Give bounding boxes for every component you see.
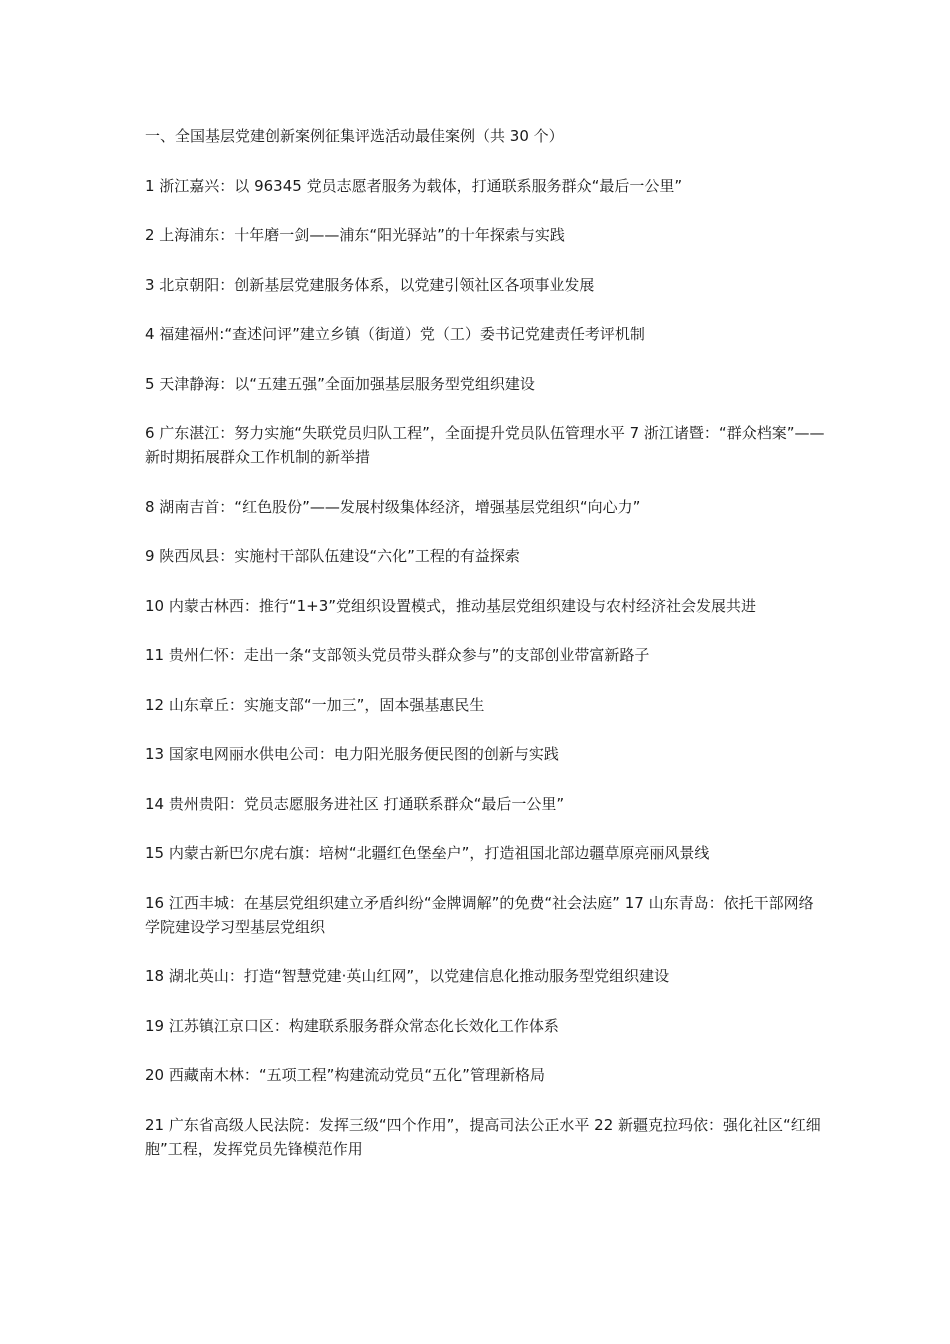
case-item-20: 20 西藏南木林：“五项工程”构建流动党员“五化”管理新格局 [145,1066,545,1084]
case-item-19: 19 江苏镇江京口区：构建联系服务群众常态化长效化工作体系 [145,1016,559,1035]
case-item-21-22: 21 广东省高级人民法院：发挥三级“四个作用”，提高司法公正水平 22 新疆克拉玛依：强化社区“红细胞”工程，发挥党员先锋模范作用 [145,1115,821,1158]
case-item-12: 12 山东章丘：实施支部“一加三”，固本强基惠民生 [145,695,485,714]
case-item-18: 18 湖北英山：打造“智慧党建·英山红网”，以党建信息化推动服务型党组织建设 [145,967,670,985]
section-heading: 一、全国基层党建创新案例征集评选活动最佳案例（共 30 个） [145,127,564,145]
case-item-11: 11 贵州仁怀：走出一条“支部领头党员带头群众参与”的支部创业带富新路子 [145,646,650,664]
case-item-4: 4 福建福州:“查述问评”建立乡镇（街道）党（工）委书记党建责任考评机制 [145,325,645,343]
case-item-1: 1 浙江嘉兴：以 96345 党员志愿者服务为载体，打通联系服务群众“最后一公里” [145,176,683,195]
case-item-8: 8 湖南吉首：“红色股份”——发展村级集体经济，增强基层党组织“向心力” [145,497,641,516]
case-item-15: 15 内蒙古新巴尔虎右旗：培树“北疆红色堡垒户”，打造祖国北部边疆草原亮丽风景线 [145,844,710,862]
case-item-14: 14 贵州贵阳：党员志愿服务进社区 打通联系群众“最后一公里” [145,794,565,813]
case-item-5: 5 天津静海：以“五建五强”全面加强基层服务型党组织建设 [145,374,535,393]
case-item-10: 10 内蒙古林西：推行“1+3”党组织设置模式，推动基层党组织建设与农村经济社会发展共进 [145,596,757,615]
case-item-6-7: 6 广东湛江：努力实施“失联党员归队工程”，全面提升党员队伍管理水平 7 浙江诸暨：“群众档案”——新时期拓展群众工作机制的新举措 [145,424,825,466]
case-item-13: 13 国家电网丽水供电公司：电力阳光服务便民图的创新与实践 [145,745,559,763]
case-item-9: 9 陕西凤县：实施村干部队伍建设“六化”工程的有益探索 [145,547,520,565]
case-item-16-17: 16 江西丰城：在基层党组织建立矛盾纠纷“金牌调解”的免费“社会法庭” 17 山东青岛：依托干部网络学院建设学习型基层党组织 [145,893,814,936]
document-body [145,124,825,1186]
case-item-2: 2 上海浦东：十年磨一剑——浦东“阳光驿站”的十年探索与实践 [145,226,565,244]
case-item-3: 3 北京朝阳：创新基层党建服务体系，以党建引领社区各项事业发展 [145,275,595,294]
